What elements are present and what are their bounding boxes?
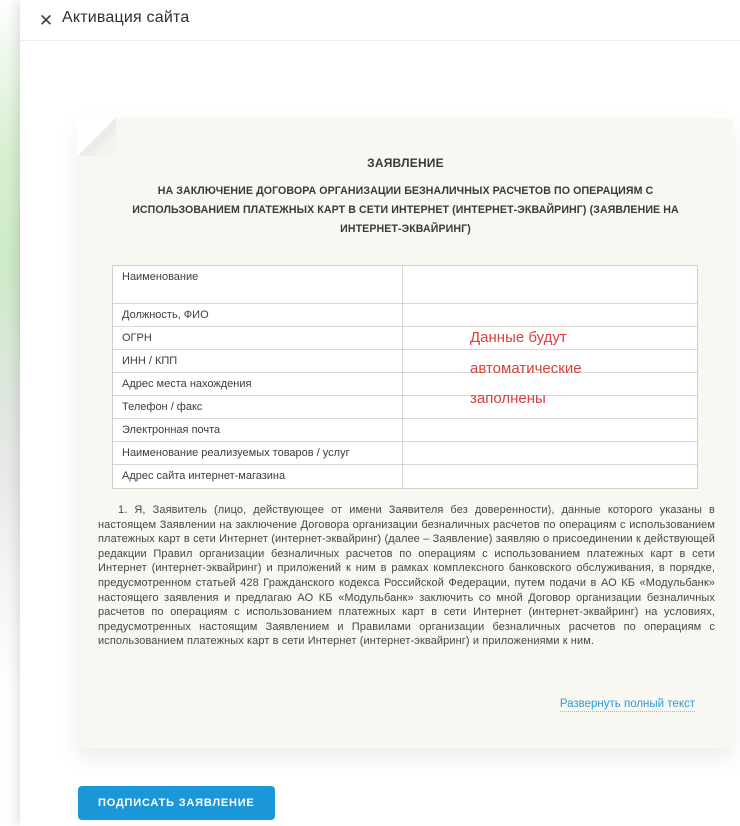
- table-row: [113, 419, 697, 442]
- row-label: Должность, ФИО: [113, 304, 403, 326]
- table-row: [113, 266, 697, 304]
- document-subtitle: НА ЗАКЛЮЧЕНИЕ ДОГОВОРА ОРГАНИЗАЦИИ БЕЗНАЛИЧНЫХ РАСЧЕТОВ ПО ОПЕРАЦИЯМ С ИСПОЛЬЗОВАНИЕМ ПЛАТЕЖНЫХ КАРТ В СЕТИ ИНТЕРНЕТ (ИНТЕРНЕТ-ЭКВАЙРИНГ) (ЗАЯВЛЕНИЕ НА ИНТЕРНЕТ-ЭКВАЙРИНГ): [132, 185, 679, 235]
- row-label: Наименование реализуемых товаров / услуг: [113, 442, 403, 464]
- table-row: [113, 442, 697, 465]
- page-title: Активация сайта: [62, 9, 190, 26]
- autofill-annotation: Данные будут автоматические заполнены: [470, 329, 582, 407]
- row-value: [403, 266, 697, 303]
- application-document-card: [78, 118, 733, 748]
- row-label: Наименование: [113, 266, 403, 303]
- activation-panel: [20, 0, 740, 826]
- row-value: [403, 442, 697, 464]
- sign-application-button[interactable]: ПОДПИСАТЬ ЗАЯВЛЕНИЕ: [78, 786, 275, 820]
- legal-paragraph: 1. Я, Заявитель (лицо, действующее от имени Заявителя без доверенности), данные которого указаны в настоящем Заявлении на заключение Договора организации безналичных расчетов по операциям с использованием платежных карт в сети Интернет (интернет-эквайринг) (далее – Заявление) заявляю о присоединении к действующей редакции Правил организации безналичных расчетов по операциям с использованием платежных карт в сети Интернет (интернет-эквайринг) и приложений к ним в рамках комплексного банковского обслуживания, в порядке, предусмотренном статьей 428 Гражданского кодекса Российской Федерации, путем подачи в АО КБ «Модульбанк» настоящего заявления и предлагаю АО КБ «Модульбанк» заключить со мной Договор организации безналичных расчетов по операциям с использованием платежных карт в сети Интернет (интернет-эквайринг) на условиях, предусмотренных настоящим Заявлением и Правилами организации безналичных расчетов по операциям с использованием платежных карт в сети Интернет (интернет-эквайринг) и приложениями к ним.: [98, 504, 715, 648]
- row-value: [403, 419, 697, 441]
- underlying-page-edge: [0, 0, 20, 826]
- table-row: [113, 465, 697, 488]
- row-label: Электронная почта: [113, 419, 403, 441]
- row-label: ОГРН: [113, 327, 403, 349]
- expand-full-text-link[interactable]: Развернуть полный текст: [559, 698, 695, 710]
- row-value: [403, 465, 697, 488]
- row-label: Телефон / факс: [113, 396, 403, 418]
- row-label: Адрес места нахождения: [113, 373, 403, 395]
- close-icon[interactable]: ✕: [38, 11, 54, 30]
- row-label: Адрес сайта интернет-магазина: [113, 465, 403, 488]
- document-title: ЗАЯВЛЕНИЕ: [367, 156, 444, 170]
- row-label: ИНН / КПП: [113, 350, 403, 372]
- panel-header: [20, 0, 740, 41]
